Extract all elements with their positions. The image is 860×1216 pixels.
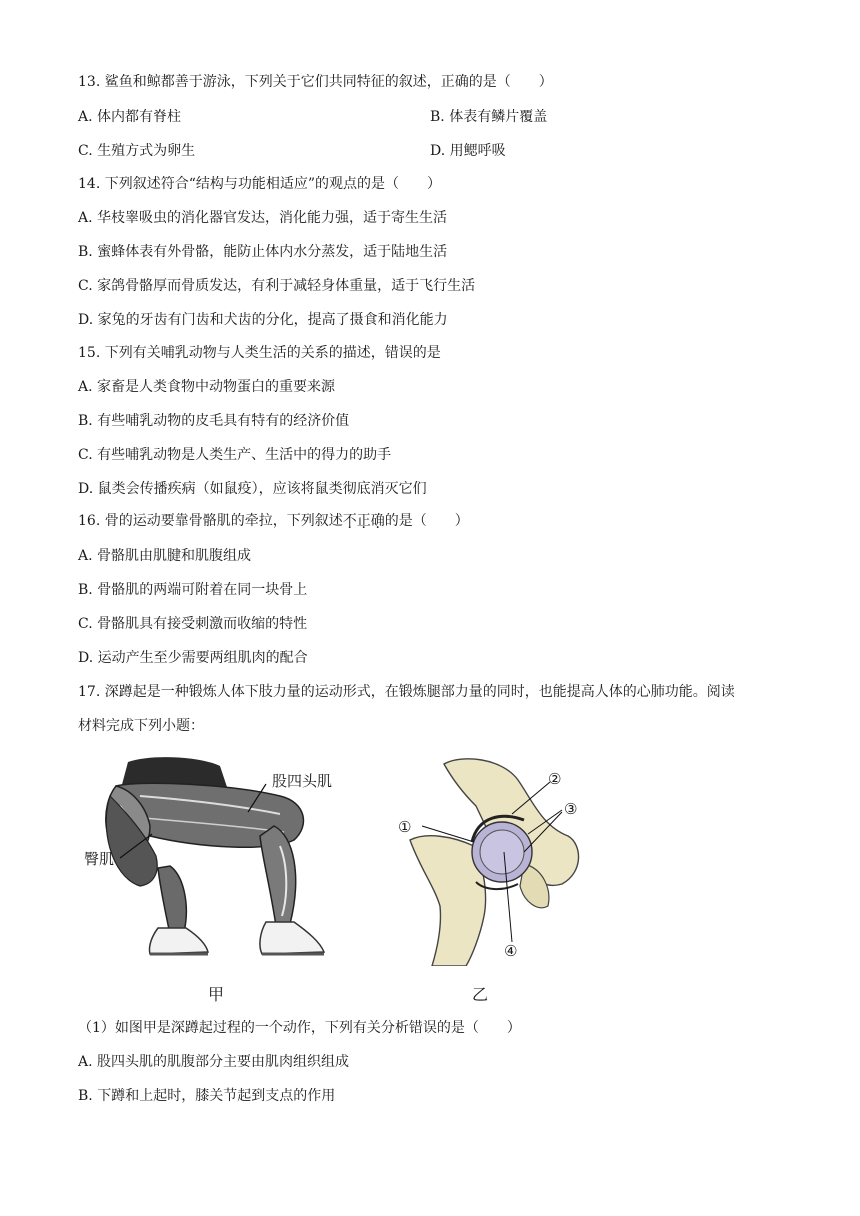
hip-joint-figure: [392, 756, 592, 966]
hip-marker-1: ①: [398, 818, 412, 836]
q13-option-d: D. 用鳃呼吸: [430, 143, 506, 159]
q13-option-c: C. 生殖方式为卵生: [78, 143, 196, 159]
q17-stem-line2: 材料完成下列小题：: [78, 718, 204, 734]
q16-stem: [78, 511, 469, 531]
figure-yi-caption: 乙: [472, 985, 489, 1004]
gluteus-label: 臀肌: [84, 850, 115, 868]
q15-option-d: D. 鼠类会传播疾病（如鼠疫），应该将鼠类彻底消灭它们: [78, 481, 427, 497]
q17-sub1-option-a: A. 股四头肌的肌腹部分主要由肌肉组织组成: [78, 1054, 350, 1070]
q16-option-d: D. 运动产生至少需要两组肌肉的配合: [78, 650, 308, 666]
q16-option-a: A. 骨骼肌由肌腱和肌腹组成: [78, 548, 252, 564]
q16-option-b: B. 骨骼肌的两端可附着在同一块骨上: [78, 582, 308, 598]
q14-option-c: C. 家鸽骨骼厚而骨质发达，有利于减轻身体重量，适于飞行生活: [78, 278, 476, 294]
q16-option-c: C. 骨骼肌具有接受刺激而收缩的特性: [78, 616, 308, 632]
quadriceps-label: 股四头肌: [272, 772, 333, 790]
q15-option-b: B. 有些哺乳动物的皮毛具有特有的经济价值: [78, 413, 350, 429]
q13-option-a: A. 体内都有脊柱: [78, 109, 182, 125]
q16-stem-post: 的是（ ）: [384, 513, 469, 529]
q16-emphasis-char: 确: [370, 513, 385, 529]
figure-jia-caption: 甲: [208, 985, 225, 1004]
q17-sub1-stem: （1）如图甲是深蹲起过程的一个动作，下列有关分析错误的是（ ）: [78, 1020, 521, 1036]
q15-option-a: A. 家畜是人类食物中动物蛋白的重要来源: [78, 379, 336, 395]
q14-stem: 14. 下列叙述符合“结构与功能相适应”的观点的是（ ）: [78, 176, 442, 192]
q14-option-b: B. 蜜蜂体表有外骨骼，能防止体内水分蒸发，适于陆地生活: [78, 244, 448, 260]
q17-stem-line1: 17. 深蹲起是一种锻炼人体下肢力量的运动形式，在锻炼腿部力量的同时，也能提高人体的心肺功能。阅读: [78, 684, 735, 700]
q17-sub1-option-b: B. 下蹲和上起时，膝关节起到支点的作用: [78, 1088, 336, 1104]
q13-stem: 13. 鲨鱼和鲸都善于游泳，下列关于它们共同特征的叙述，正确的是（ ）: [78, 74, 553, 90]
q16-emphasis-char: 正: [356, 513, 371, 529]
q13-option-b: B. 体表有鳞片覆盖: [430, 109, 548, 125]
hip-marker-3: ③: [564, 800, 578, 818]
q16-stem-pre: 16. 骨的运动要靠骨骼肌的牵拉，下列叙述: [78, 513, 343, 529]
q14-option-d: D. 家兔的牙齿有门齿和犬齿的分化，提高了摄食和消化能力: [78, 312, 448, 328]
q14-option-a: A. 华枝睾吸虫的消化器官发达，消化能力强，适于寄生生活: [78, 210, 448, 226]
q16-emphasis-char: 不: [342, 513, 357, 529]
squat-muscle-figure: [80, 756, 380, 968]
q15-option-c: C. 有些哺乳动物是人类生产、生活中的得力的助手: [78, 447, 392, 463]
q15-stem: 15. 下列有关哺乳动物与人类生活的关系的描述，错误的是: [78, 345, 441, 361]
hip-marker-4: ④: [504, 942, 518, 960]
hip-marker-2: ②: [548, 770, 562, 788]
